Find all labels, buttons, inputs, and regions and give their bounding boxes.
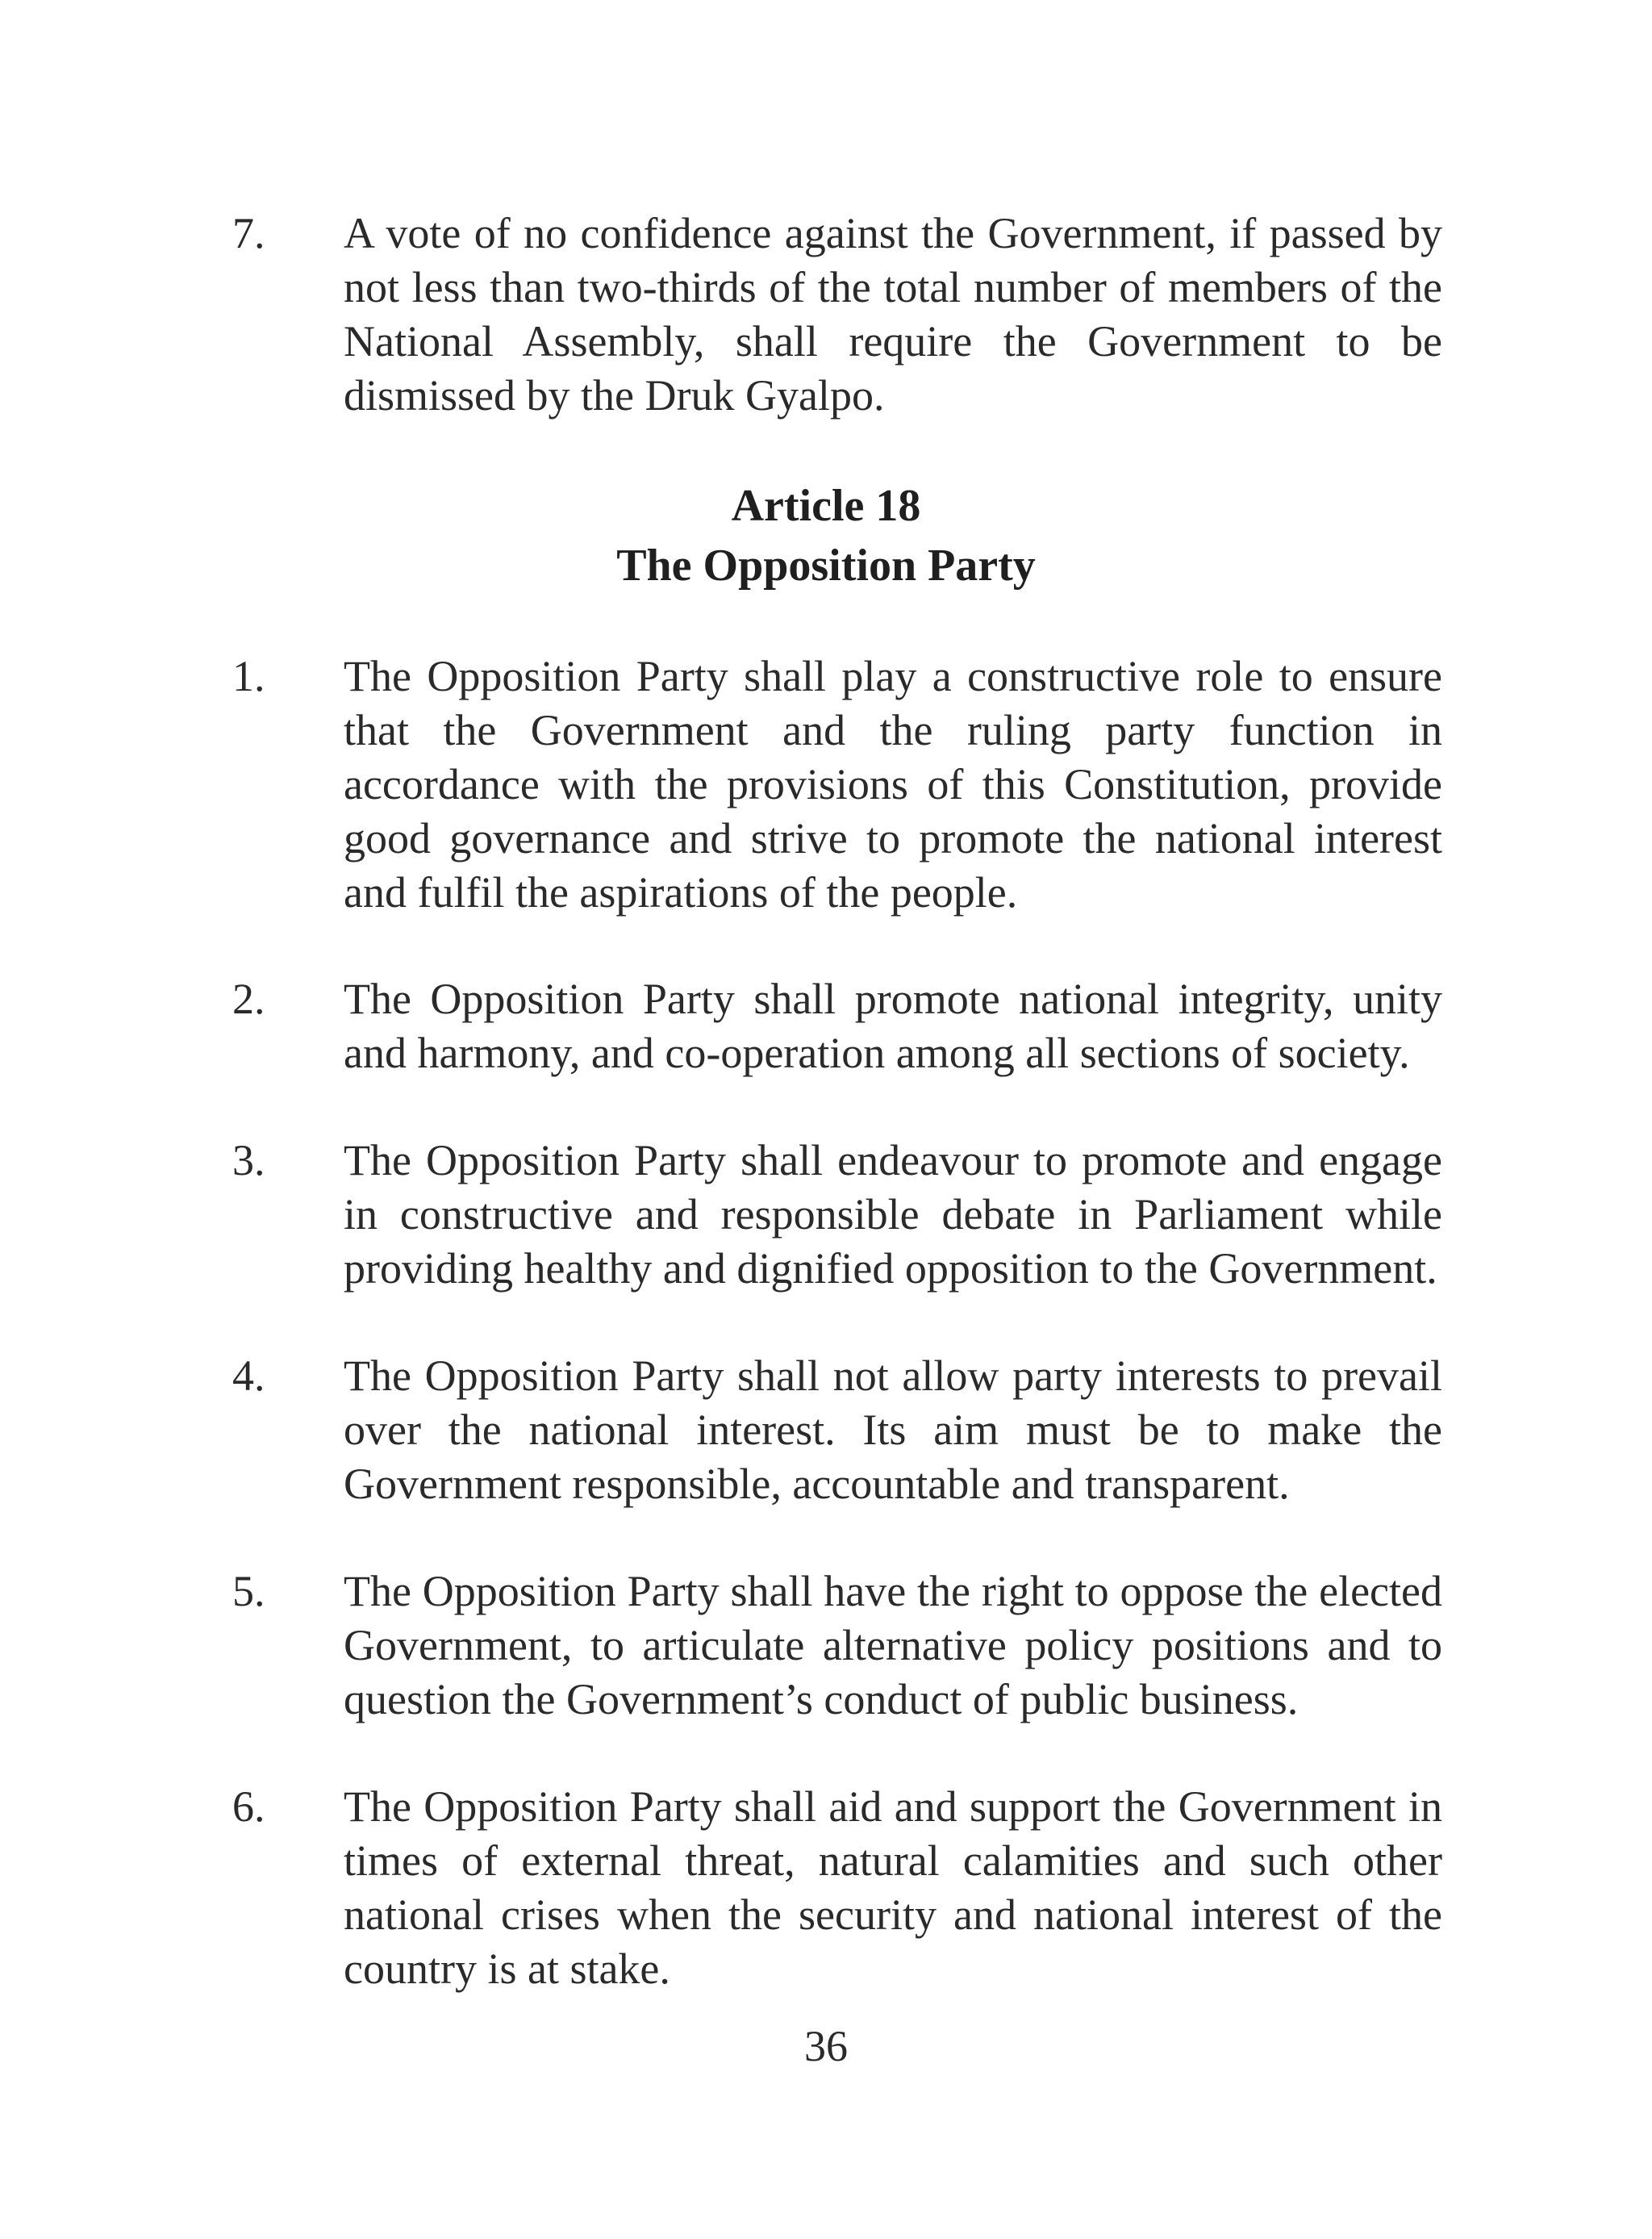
- clause-number: 5.: [232, 1567, 265, 1615]
- clause-text: The Opposition Party shall promote national integrity, unity and harmony, and co-operation among all sections of society.: [344, 975, 1442, 1077]
- clause-text: The Opposition Party shall play a constructive role to ensure that the Government and the ruling party function in accordance with the provisions of this Constitution, provide good governance and strive to promote the national interest and fulfil the aspirations of the people.: [344, 652, 1442, 917]
- page-number: 36: [804, 2022, 848, 2070]
- clause-number: 3.: [232, 1136, 265, 1184]
- clause-article17-7: [232, 207, 1442, 423]
- clause-text: The Opposition Party shall have the right to oppose the elected Government, to articulate alternative policy positions and to question the Government’s conduct of public business.: [344, 1567, 1442, 1723]
- article-title-heading: The Opposition Party: [616, 541, 1036, 591]
- clause-1: [232, 650, 1442, 920]
- clause-text: The Opposition Party shall aid and support the Government in times of external threat, natural calamities and such other national crises when the security and national interest of the country is at stake.: [344, 1782, 1442, 1993]
- clause-2: [232, 972, 1442, 1080]
- clause-number: 2.: [232, 975, 265, 1023]
- clause-number: 4.: [232, 1351, 265, 1400]
- clause-4: [232, 1349, 1442, 1511]
- clause-text: The Opposition Party shall not allow party interests to prevail over the national interest. Its aim must be to make the Government responsible, accountable and transparent.: [344, 1351, 1442, 1508]
- clause-text: A vote of no confidence against the Government, if passed by not less than two-thirds of the total number of members of the National Assembly, shall require the Government to be dismissed by the Druk Gyalpo.: [344, 209, 1442, 420]
- clause-number: 7.: [232, 209, 265, 257]
- clause-5: [232, 1564, 1442, 1727]
- clause-number: 1.: [232, 652, 265, 700]
- clause-number: 6.: [232, 1782, 265, 1831]
- clause-3: [232, 1134, 1442, 1296]
- clause-text: The Opposition Party shall endeavour to promote and engage in constructive and responsible debate in Parliament while providing healthy and dignified opposition to the Government.: [344, 1136, 1442, 1293]
- clause-6: [232, 1780, 1442, 1996]
- article-number-heading: Article 18: [731, 481, 921, 531]
